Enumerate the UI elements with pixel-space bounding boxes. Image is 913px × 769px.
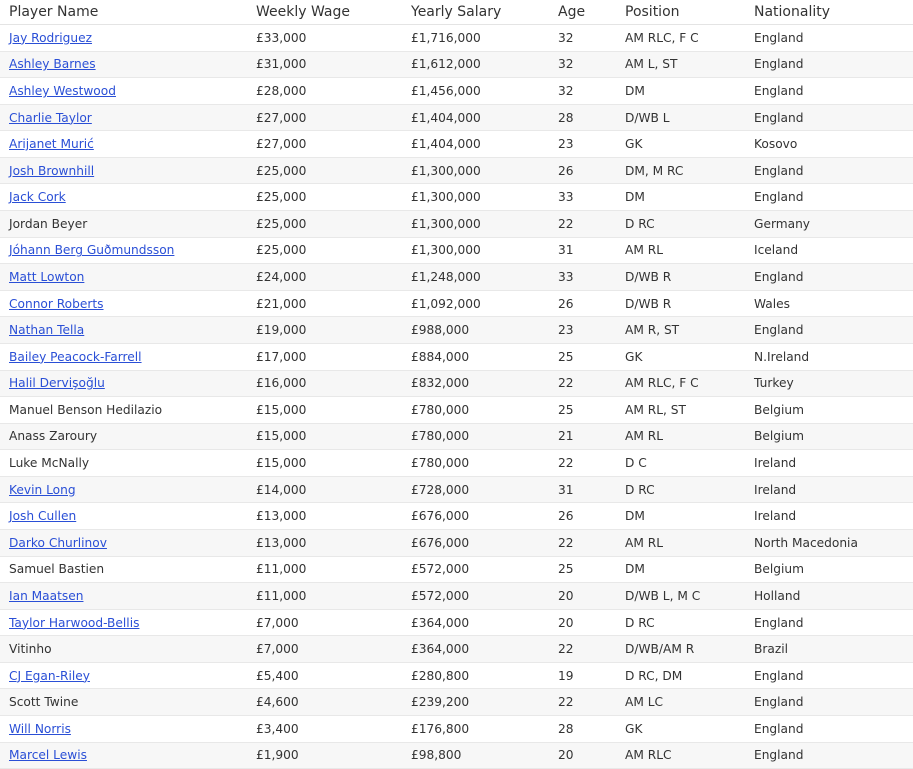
cell-player-name <box>0 264 247 291</box>
cell-age: 31 <box>549 476 616 503</box>
table-row <box>0 131 913 158</box>
player-link[interactable]: Josh Brownhill <box>9 163 95 178</box>
cell-nationality: England <box>745 51 913 78</box>
cell-nationality: Holland <box>745 583 913 610</box>
header-row <box>0 0 913 25</box>
cell-age: 22 <box>549 689 616 716</box>
cell-player-name <box>0 450 247 477</box>
cell-age: 32 <box>549 51 616 78</box>
cell-nationality: England <box>745 317 913 344</box>
cell-yearly-salary: £884,000 <box>402 343 549 370</box>
cell-player-name <box>0 370 247 397</box>
header-weekly-wage: Weekly Wage <box>247 0 402 25</box>
header-player-name: Player Name <box>0 0 247 25</box>
player-link[interactable]: Jay Rodriguez <box>9 30 93 45</box>
cell-position: GK <box>616 131 745 158</box>
player-link[interactable]: Ashley Barnes <box>9 57 96 72</box>
player-link[interactable]: Nathan Tella <box>9 323 85 338</box>
player-link[interactable]: Bailey Peacock-Farrell <box>9 349 142 364</box>
cell-position: D/WB L, M C <box>616 583 745 610</box>
cell-weekly-wage: £14,000 <box>247 476 402 503</box>
cell-weekly-wage: £27,000 <box>247 104 402 131</box>
cell-nationality: Belgium <box>745 423 913 450</box>
cell-age: 25 <box>549 397 616 424</box>
cell-nationality: Belgium <box>745 397 913 424</box>
cell-weekly-wage: £25,000 <box>247 157 402 184</box>
cell-player-name <box>0 397 247 424</box>
player-name: Samuel Bastien <box>9 562 105 577</box>
cell-yearly-salary: £364,000 <box>402 609 549 636</box>
cell-nationality: England <box>745 104 913 131</box>
cell-player-name <box>0 237 247 264</box>
cell-nationality: N.Ireland <box>745 343 913 370</box>
cell-nationality: England <box>745 742 913 769</box>
cell-weekly-wage: £21,000 <box>247 290 402 317</box>
cell-yearly-salary: £780,000 <box>402 397 549 424</box>
cell-position: DM <box>616 503 745 530</box>
player-link[interactable]: Kevin Long <box>9 482 76 497</box>
player-link[interactable]: Ashley Westwood <box>9 83 116 98</box>
cell-position: AM LC <box>616 689 745 716</box>
cell-player-name <box>0 742 247 769</box>
cell-nationality: Ireland <box>745 476 913 503</box>
table-row <box>0 264 913 291</box>
table-row <box>0 556 913 583</box>
table-row <box>0 742 913 769</box>
cell-age: 22 <box>549 450 616 477</box>
cell-age: 22 <box>549 211 616 238</box>
cell-age: 26 <box>549 290 616 317</box>
cell-yearly-salary: £572,000 <box>402 556 549 583</box>
table-row <box>0 184 913 211</box>
cell-yearly-salary: £1,404,000 <box>402 104 549 131</box>
cell-yearly-salary: £239,200 <box>402 689 549 716</box>
cell-player-name <box>0 583 247 610</box>
cell-yearly-salary: £572,000 <box>402 583 549 610</box>
cell-nationality: Belgium <box>745 556 913 583</box>
table-row <box>0 662 913 689</box>
cell-weekly-wage: £13,000 <box>247 529 402 556</box>
table-row <box>0 716 913 743</box>
cell-yearly-salary: £1,300,000 <box>402 157 549 184</box>
cell-weekly-wage: £13,000 <box>247 503 402 530</box>
cell-player-name <box>0 317 247 344</box>
table-body <box>0 25 913 769</box>
cell-position: D/WB/AM R <box>616 636 745 663</box>
cell-position: GK <box>616 716 745 743</box>
table-row <box>0 450 913 477</box>
cell-age: 21 <box>549 423 616 450</box>
table-header <box>0 0 913 25</box>
cell-player-name <box>0 131 247 158</box>
cell-player-name <box>0 662 247 689</box>
cell-weekly-wage: £31,000 <box>247 51 402 78</box>
cell-yearly-salary: £676,000 <box>402 503 549 530</box>
player-name: Luke McNally <box>9 456 90 471</box>
cell-position: DM <box>616 78 745 105</box>
cell-position: D/WB R <box>616 264 745 291</box>
cell-position: D/WB R <box>616 290 745 317</box>
cell-weekly-wage: £15,000 <box>247 423 402 450</box>
player-link[interactable]: Ian Maatsen <box>9 588 84 603</box>
cell-nationality: England <box>745 609 913 636</box>
header-nationality: Nationality <box>745 0 913 25</box>
cell-nationality: Iceland <box>745 237 913 264</box>
cell-yearly-salary: £1,300,000 <box>402 184 549 211</box>
cell-yearly-salary: £1,716,000 <box>402 25 549 52</box>
cell-age: 20 <box>549 609 616 636</box>
cell-player-name <box>0 25 247 52</box>
table-row <box>0 689 913 716</box>
cell-weekly-wage: £15,000 <box>247 397 402 424</box>
player-link[interactable]: Connor Roberts <box>9 296 104 311</box>
header-position: Position <box>616 0 745 25</box>
cell-yearly-salary: £780,000 <box>402 450 549 477</box>
player-link[interactable]: Taylor Harwood-Bellis <box>9 615 140 630</box>
cell-yearly-salary: £1,404,000 <box>402 131 549 158</box>
cell-position: D C <box>616 450 745 477</box>
cell-player-name <box>0 78 247 105</box>
cell-yearly-salary: £1,092,000 <box>402 290 549 317</box>
player-link[interactable]: Darko Churlinov <box>9 535 107 550</box>
cell-yearly-salary: £780,000 <box>402 423 549 450</box>
cell-player-name <box>0 184 247 211</box>
cell-yearly-salary: £1,300,000 <box>402 237 549 264</box>
cell-weekly-wage: £7,000 <box>247 609 402 636</box>
player-link[interactable]: Jack Cork <box>9 190 66 205</box>
cell-position: AM RL, ST <box>616 397 745 424</box>
cell-nationality: England <box>745 716 913 743</box>
cell-age: 25 <box>549 556 616 583</box>
player-name: Vitinho <box>9 642 52 657</box>
cell-age: 28 <box>549 716 616 743</box>
player-name: Manuel Benson Hedilazio <box>9 402 163 417</box>
table-row <box>0 370 913 397</box>
table-row <box>0 211 913 238</box>
table-row <box>0 157 913 184</box>
cell-player-name <box>0 716 247 743</box>
player-link[interactable]: Charlie Taylor <box>9 110 92 125</box>
cell-position: AM L, ST <box>616 51 745 78</box>
cell-player-name <box>0 423 247 450</box>
table-row <box>0 51 913 78</box>
cell-age: 23 <box>549 317 616 344</box>
cell-position: AM RL <box>616 529 745 556</box>
cell-age: 31 <box>549 237 616 264</box>
cell-weekly-wage: £25,000 <box>247 211 402 238</box>
table-row <box>0 343 913 370</box>
cell-yearly-salary: £676,000 <box>402 529 549 556</box>
cell-position: D/WB L <box>616 104 745 131</box>
player-link[interactable]: CJ Egan-Riley <box>9 668 90 683</box>
cell-age: 19 <box>549 662 616 689</box>
cell-position: AM RLC <box>616 742 745 769</box>
player-link[interactable]: Halil Dervişoğlu <box>9 376 105 391</box>
cell-age: 20 <box>549 583 616 610</box>
table-row <box>0 503 913 530</box>
table-row <box>0 290 913 317</box>
cell-position: AM RLC, F C <box>616 370 745 397</box>
table-row <box>0 317 913 344</box>
cell-nationality: England <box>745 157 913 184</box>
cell-weekly-wage: £15,000 <box>247 450 402 477</box>
cell-yearly-salary: £364,000 <box>402 636 549 663</box>
player-link[interactable]: Matt Lowton <box>9 269 85 284</box>
table-row <box>0 609 913 636</box>
cell-player-name <box>0 636 247 663</box>
cell-nationality: Wales <box>745 290 913 317</box>
cell-weekly-wage: £1,900 <box>247 742 402 769</box>
cell-weekly-wage: £17,000 <box>247 343 402 370</box>
player-link[interactable]: Will Norris <box>9 721 71 736</box>
player-link[interactable]: Josh Cullen <box>9 509 77 524</box>
cell-nationality: Germany <box>745 211 913 238</box>
cell-player-name <box>0 609 247 636</box>
cell-nationality: Turkey <box>745 370 913 397</box>
cell-player-name <box>0 211 247 238</box>
cell-nationality: England <box>745 264 913 291</box>
cell-weekly-wage: £33,000 <box>247 25 402 52</box>
cell-age: 22 <box>549 529 616 556</box>
cell-weekly-wage: £28,000 <box>247 78 402 105</box>
cell-age: 26 <box>549 157 616 184</box>
table-row <box>0 397 913 424</box>
cell-age: 22 <box>549 636 616 663</box>
cell-position: AM RLC, F C <box>616 25 745 52</box>
cell-player-name <box>0 343 247 370</box>
cell-nationality: Ireland <box>745 503 913 530</box>
cell-nationality: Ireland <box>745 450 913 477</box>
cell-position: D RC <box>616 211 745 238</box>
cell-player-name <box>0 290 247 317</box>
cell-nationality: England <box>745 689 913 716</box>
cell-player-name <box>0 51 247 78</box>
cell-yearly-salary: £176,800 <box>402 716 549 743</box>
cell-position: D RC <box>616 476 745 503</box>
cell-weekly-wage: £25,000 <box>247 184 402 211</box>
cell-player-name <box>0 104 247 131</box>
cell-weekly-wage: £19,000 <box>247 317 402 344</box>
cell-position: DM <box>616 556 745 583</box>
cell-yearly-salary: £988,000 <box>402 317 549 344</box>
player-link[interactable]: Jóhann Berg Guðmundsson <box>9 243 175 258</box>
cell-age: 32 <box>549 78 616 105</box>
table-row <box>0 636 913 663</box>
cell-age: 22 <box>549 370 616 397</box>
table-row <box>0 78 913 105</box>
cell-yearly-salary: £280,800 <box>402 662 549 689</box>
cell-position: D RC, DM <box>616 662 745 689</box>
player-link[interactable]: Arijanet Murić <box>9 137 94 152</box>
cell-player-name <box>0 556 247 583</box>
cell-nationality: North Macedonia <box>745 529 913 556</box>
table-row <box>0 423 913 450</box>
player-name: Anass Zaroury <box>9 429 98 444</box>
cell-yearly-salary: £1,300,000 <box>402 211 549 238</box>
player-name: Jordan Beyer <box>9 216 88 231</box>
cell-player-name <box>0 157 247 184</box>
cell-yearly-salary: £1,248,000 <box>402 264 549 291</box>
cell-weekly-wage: £3,400 <box>247 716 402 743</box>
cell-yearly-salary: £832,000 <box>402 370 549 397</box>
cell-player-name <box>0 476 247 503</box>
player-name: Scott Twine <box>9 695 79 710</box>
cell-weekly-wage: £7,000 <box>247 636 402 663</box>
header-yearly-salary: Yearly Salary <box>402 0 549 25</box>
cell-position: AM RL <box>616 237 745 264</box>
cell-age: 33 <box>549 264 616 291</box>
cell-position: AM RL <box>616 423 745 450</box>
cell-yearly-salary: £1,456,000 <box>402 78 549 105</box>
table-row <box>0 529 913 556</box>
table-row <box>0 583 913 610</box>
cell-yearly-salary: £98,800 <box>402 742 549 769</box>
cell-age: 25 <box>549 343 616 370</box>
cell-player-name <box>0 529 247 556</box>
cell-nationality: England <box>745 184 913 211</box>
cell-nationality: England <box>745 78 913 105</box>
table-row <box>0 237 913 264</box>
cell-position: GK <box>616 343 745 370</box>
cell-age: 23 <box>549 131 616 158</box>
cell-nationality: England <box>745 662 913 689</box>
cell-age: 33 <box>549 184 616 211</box>
cell-weekly-wage: £5,400 <box>247 662 402 689</box>
cell-weekly-wage: £27,000 <box>247 131 402 158</box>
cell-position: DM, M RC <box>616 157 745 184</box>
cell-age: 28 <box>549 104 616 131</box>
table-row <box>0 476 913 503</box>
cell-weekly-wage: £24,000 <box>247 264 402 291</box>
cell-nationality: Brazil <box>745 636 913 663</box>
cell-player-name <box>0 689 247 716</box>
cell-age: 20 <box>549 742 616 769</box>
cell-yearly-salary: £728,000 <box>402 476 549 503</box>
header-age: Age <box>549 0 616 25</box>
cell-player-name <box>0 503 247 530</box>
cell-weekly-wage: £11,000 <box>247 556 402 583</box>
cell-nationality: Kosovo <box>745 131 913 158</box>
cell-yearly-salary: £1,612,000 <box>402 51 549 78</box>
cell-weekly-wage: £11,000 <box>247 583 402 610</box>
cell-weekly-wage: £25,000 <box>247 237 402 264</box>
cell-weekly-wage: £4,600 <box>247 689 402 716</box>
cell-age: 26 <box>549 503 616 530</box>
cell-weekly-wage: £16,000 <box>247 370 402 397</box>
cell-position: DM <box>616 184 745 211</box>
player-link[interactable]: Marcel Lewis <box>9 748 87 763</box>
cell-nationality: England <box>745 25 913 52</box>
table-row <box>0 25 913 52</box>
table-row <box>0 104 913 131</box>
cell-age: 32 <box>549 25 616 52</box>
cell-position: D RC <box>616 609 745 636</box>
cell-position: AM R, ST <box>616 317 745 344</box>
